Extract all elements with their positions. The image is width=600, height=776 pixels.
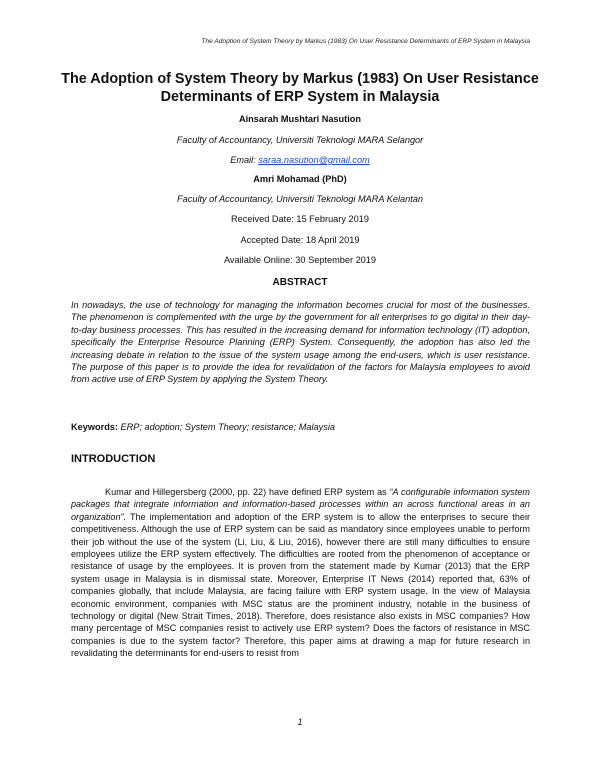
abstract-text: In nowadays, the use of technology for managing the information becomes crucial for most of the businesses. The phenomenon is complemented with the urge by the government for all enterprises to go digital in their day-to-day business processes. This has resulted in the increasing demand for information technology (IT) adoption, specifically the Enterprise Resource Planning (ERP) System. Consequently, the adoption has also led the increasing debate in relation to the issue of the system usage among the end-users, which is user resistance. The purpose of this paper is to provide the idea for revalidation of the factors for Malaysia employees to avoid from active use of ERP System by applying the System Theory. [71, 300, 530, 385]
author-2-affiliation: Faculty of Accountancy, Universiti Teknologi MARA Kelantan [177, 194, 423, 204]
email-label: Email: [230, 155, 259, 165]
abstract-heading: ABSTRACT [272, 277, 328, 288]
keywords-line [71, 421, 530, 433]
received-date: Received Date: 15 February 2019 [231, 214, 369, 224]
accepted-date: Accepted Date: 18 April 2019 [240, 235, 360, 245]
author-1-email-line [60, 154, 540, 166]
author-1-email-link[interactable]: saraa.nasution@gmail.com [258, 155, 370, 165]
intro-part-1: Kumar and Hillegersberg (2000, pp. 22) have defined ERP system as [105, 487, 390, 497]
keywords-text: ERP; adoption; System Theory; resistance; Malaysia [120, 422, 335, 432]
keywords-label: Keywords: [71, 422, 121, 432]
title-line-1: The Adoption of System Theory by Markus (1983) On User Resistance [61, 71, 539, 87]
intro-part-2: The implementation and adoption of the ERP system is to allow the enterprises to secure their competitiveness. Although the use of ERP system can be said as mandatory since employees unable to perform their job without the use of the system (Li, Liu, & Liu, 2016), however there are still many difficulties to ensure employees utilize the ERP system effectively. The difficulties are rooted from the phenomenon of acceptance or resistance of usage by the employees. It is proven from the statement made by Kumar (2013) that the ERP system usage in Malaysia is in dismissal state. Moreover, Enterprise IT News (2014) reported that, 63% of companies globally, that include Malaysia, are facing failure with ERP system usage. In the view of Malaysia economic environment, companies with MSC status are the prominent industry, notable in the business of technology or digital (New Strait Times, 2018). Therefore, does resistance also exists in MSC companies? How many percentage of MSC companies resist to actively use ERP system? Does the factors of resistance in MSC companies is due to the system factor? Therefore, this paper aims at drawing a map for future research in revalidating the determinants for end-users to resist from [71, 511, 530, 659]
available-online-date: Available Online: 30 September 2019 [223, 255, 377, 265]
author-1-affiliation: Faculty of Accountancy, Universiti Teknologi MARA Selangor [176, 135, 424, 145]
page-number: 1 [297, 717, 303, 727]
author-1-name: Ainsarah Mushtari Nasution [238, 114, 361, 124]
paper-title [60, 70, 540, 106]
running-header: The Adoption of System Theory by Markus (1983) On User Resistance Determinants of ERP System in Malaysia [201, 38, 530, 45]
author-2-name: Amri Mohamad (PhD) [253, 174, 347, 184]
intro-quote: “A configurable information system packages that integrate information and information-based processes within an across functional areas in an organization”. [71, 487, 530, 522]
introduction-heading: INTRODUCTION [71, 453, 156, 465]
title-line-2: Determinants of ERP System in Malaysia [160, 89, 440, 105]
introduction-paragraph [71, 486, 530, 660]
